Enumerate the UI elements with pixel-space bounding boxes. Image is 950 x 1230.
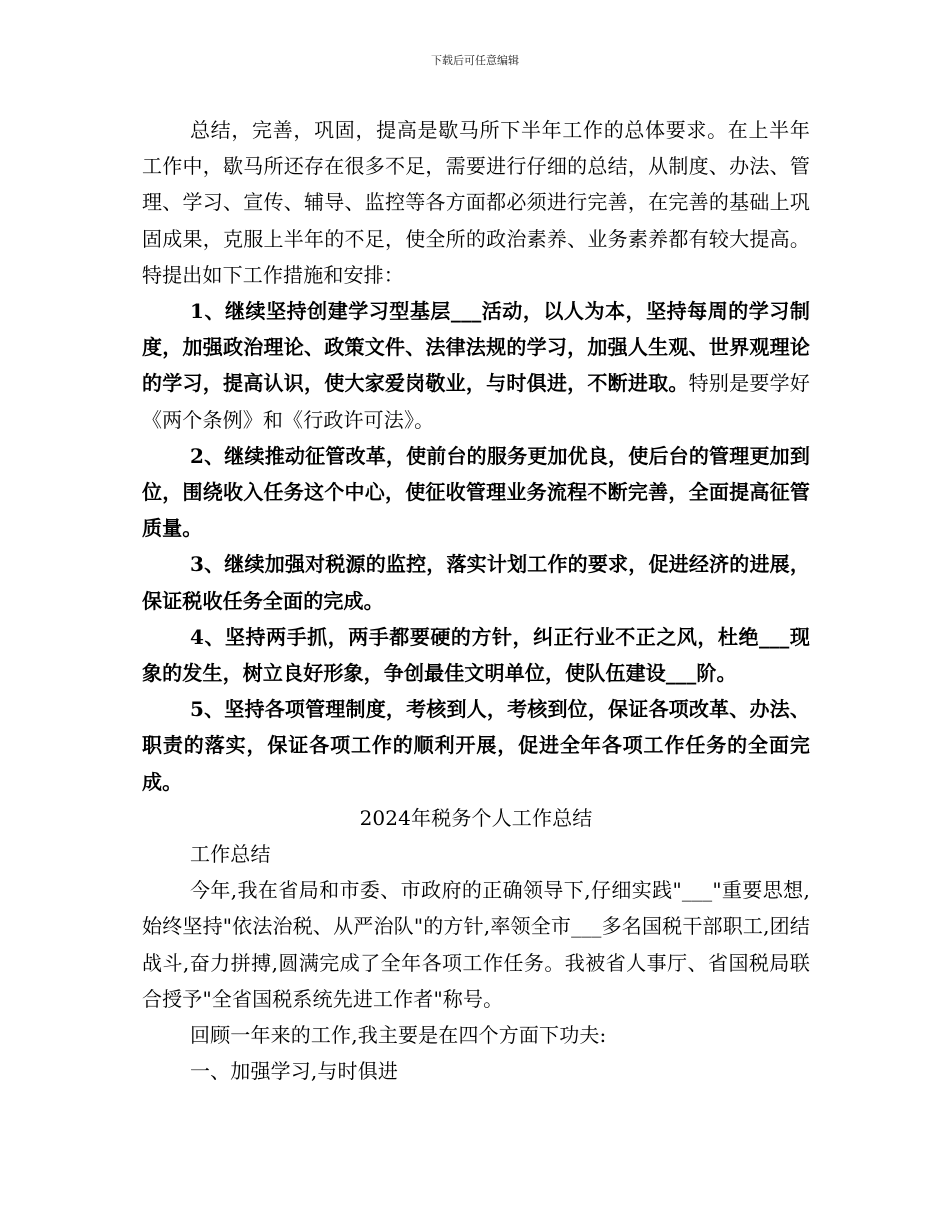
page-header: 下载后可任意编辑 — [431, 54, 519, 67]
section-1-heading: 一、加强学习,与时俱进 — [190, 1059, 399, 1084]
item-5-paragraph: 5、坚持各项管理制度，考核到人，考核到位，保证各项改革、办法、职责的落实，保证各项工作的顺利开展，促进全年各项工作任务的全面完成。 — [142, 697, 810, 794]
item-1-paragraph — [142, 293, 810, 438]
item-2-paragraph: 2、继续推动征管改革，使前台的服务更加优良，使后台的管理更加到位，围绕收入任务这个中心，使征收管理业务流程不断完善，全面提高征管质量。 — [142, 443, 810, 541]
intro-paragraph: 总结，完善，巩固，提高是歇马所下半年工作的总体要求。在上半年工作中，歇马所还存在很多不足，需要进行仔细的总结，从制度、办法、管理、学习、宣传、辅导、监控等各方面都必须进行完善，在完善的基础上巩固成果，克服上半年的不足，使全所的政治素养、业务素养都有较大提高。特提出如下工作措施和安排： — [142, 118, 810, 287]
item-1-bold-text: 1、继续坚持创建学习型基层___活动，以人为本，坚持每周的学习制度，加强政治理论、政策文件、法律法规的学习，加强人生观、世界观理论的学习，提高认识，使大家爱岗敬业，与时俱进，不断进取。 — [142, 299, 810, 396]
item-4-paragraph: 4、坚持两手抓，两手都要硬的方针，纠正行业不正之风，杜绝___现象的发生，树立良好形象，争创最佳文明单位，使队伍建设___阶。 — [142, 624, 810, 686]
item-3-paragraph: 3、继续加强对税源的监控，落实计划工作的要求，促进经济的进展，保证税收任务全面的完成。 — [142, 552, 810, 613]
subtitle: 工作总结 — [190, 842, 271, 867]
item-1-normal-text: 特别是要学好《两个条例》和《行政许可法》。 — [142, 371, 810, 432]
section-title: 2024年税务个人工作总结 — [359, 805, 593, 830]
this-year-paragraph: 今年,我在省局和市委、市政府的正确领导下,仔细实践"___"重要思想,始终坚持"依法治税、从严治队"的方针,率领全市___多名国税干部职工,团结战斗,奋力拼搏,圆满完成了全年各项工作任务。我被省人事厅、省国税局联合授予"全省国税系统先进工作者"称号。 — [142, 878, 810, 1011]
document-body — [142, 112, 810, 1089]
review-paragraph: 回顾一年来的工作,我主要是在四个方面下功夫: — [190, 1023, 607, 1048]
